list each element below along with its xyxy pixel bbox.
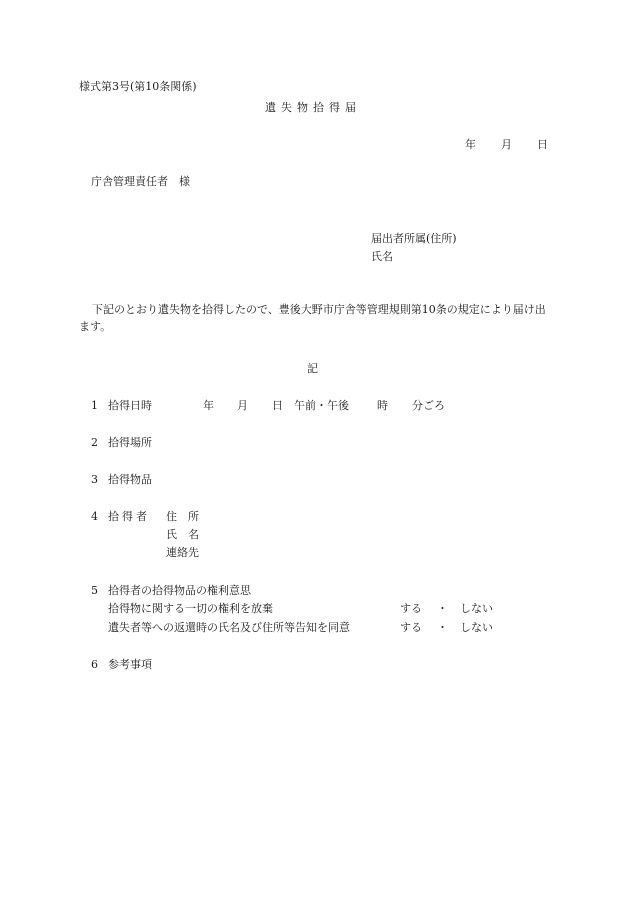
item-3-label: 拾得物品 [108, 473, 152, 486]
item-4-number: 4 [91, 510, 98, 523]
item-5-row-2-dot: ・ [437, 621, 448, 634]
item-5-row-2-no: しない [460, 621, 493, 634]
item-4-name: 氏 名 [166, 528, 199, 541]
date-day: 日 [537, 138, 548, 151]
item-1-month: 月 [237, 399, 248, 412]
item-1-minute: 分ごろ [412, 399, 445, 412]
item-3-number: 3 [91, 473, 98, 486]
item-5-label: 拾得者の拾得物品の権利意思 [108, 584, 251, 597]
item-4-address: 住 所 [166, 510, 199, 523]
item-1-day: 日 [272, 399, 283, 412]
item-5-row-1-yes: する [400, 602, 422, 615]
item-5-row-2-text: 遺失者等への返還時の氏名及び住所等告知を同意 [108, 621, 350, 634]
item-1-hour: 時 [377, 399, 388, 412]
item-5-row-1-dot: ・ [437, 602, 448, 615]
ki-heading: 記 [307, 362, 318, 375]
date-year: 年 [465, 138, 476, 151]
item-1-label: 拾得日時 [108, 399, 152, 412]
body-paragraph: 下記のとおり遺失物を拾得したので、豊後大野市庁舎等管理規則第10条の規定により届け出ます。 [79, 303, 546, 333]
item-6-label: 参考事項 [108, 658, 152, 671]
item-2-label: 拾得場所 [108, 436, 152, 449]
item-2-number: 2 [91, 436, 98, 449]
date-month: 月 [501, 138, 512, 151]
addressee: 庁舎管理責任者 様 [91, 175, 190, 188]
form-number-label: 様式第3号(第10条関係) [79, 80, 197, 93]
item-5-row-2-yes: する [400, 621, 422, 634]
declarant-affiliation: 届出者所属(住所) [371, 232, 457, 245]
item-4-label: 拾得者 [108, 510, 150, 523]
item-4-contact: 連絡先 [166, 546, 199, 559]
item-6-number: 6 [91, 658, 98, 671]
declarant-name: 氏名 [371, 250, 393, 263]
item-5-row-1-text: 拾得物に関する一切の権利を放棄 [108, 602, 273, 615]
document-title: 遺失物拾得届 [265, 101, 361, 114]
item-1-year: 年 [203, 399, 214, 412]
item-1-ampm: 午前・午後 [294, 399, 349, 412]
item-5-number: 5 [91, 584, 98, 597]
item-5-row-1-no: しない [460, 602, 493, 615]
item-1-number: 1 [91, 399, 98, 412]
